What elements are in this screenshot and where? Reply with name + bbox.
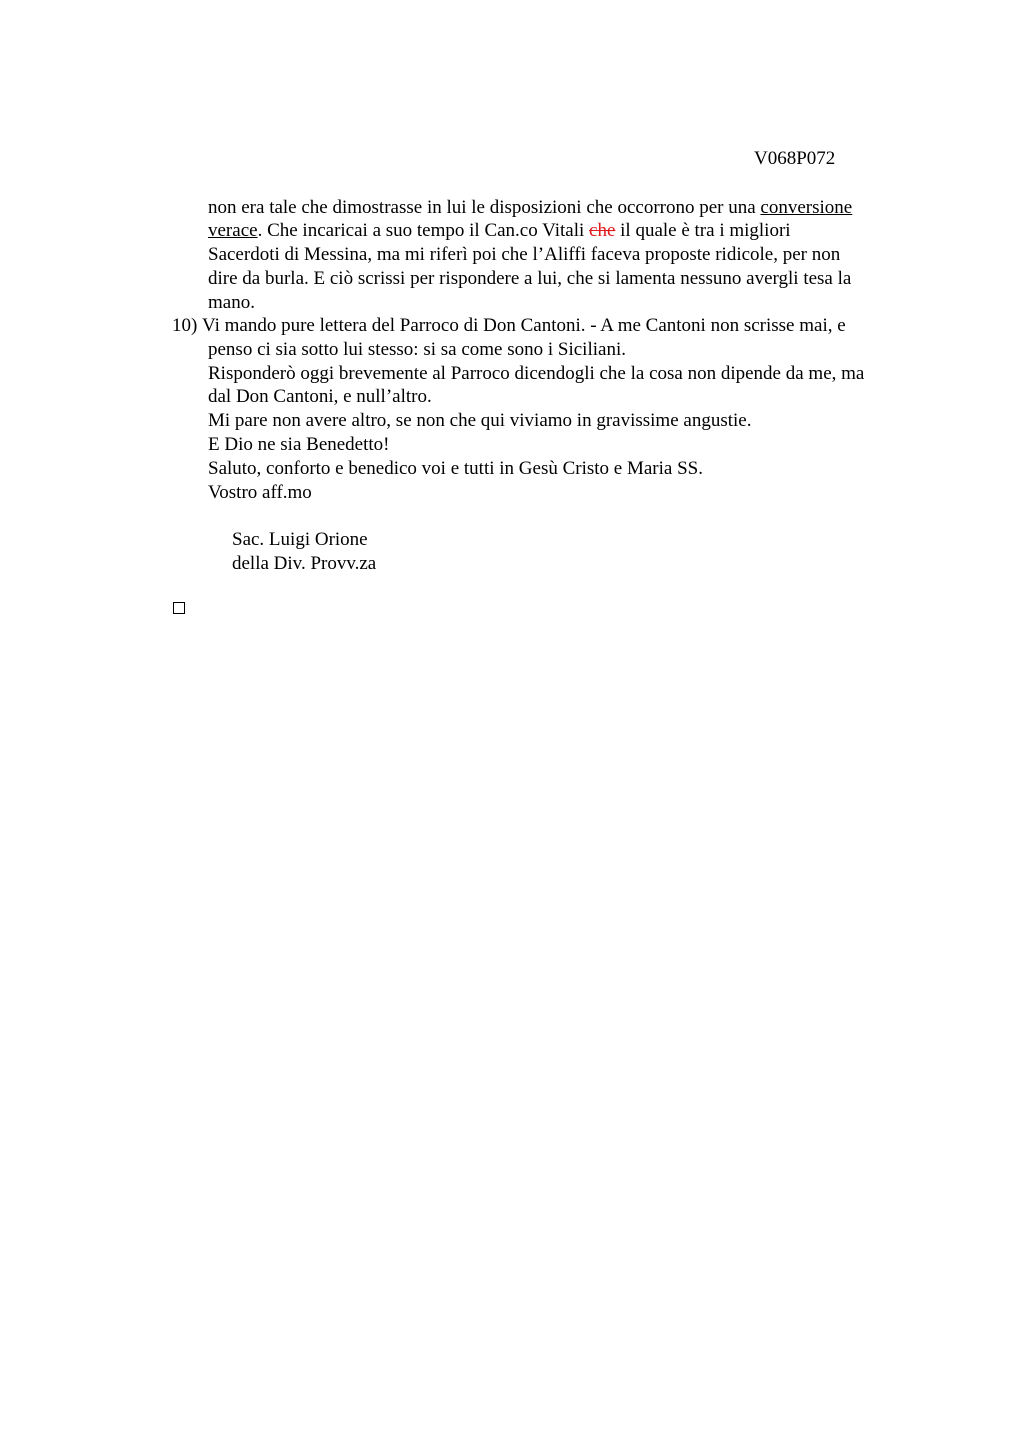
underlined-text: conversione: [760, 197, 853, 218]
paragraph-line: Sacerdoti di Messina, ma mi riferì poi che l’Aliffi faceva proposte ridicole, per non: [208, 244, 841, 265]
end-marker-box: [173, 602, 185, 614]
signature-name: Sac. Luigi Orione: [232, 529, 368, 550]
paragraph-line: [208, 219, 791, 242]
page-code: V068P072: [754, 148, 836, 169]
text-run: non era tale che dimostrasse in lui le disposizioni che occorrono per una: [208, 197, 761, 218]
list-item-number: 10): [172, 315, 198, 336]
paragraph-line: dire da burla. E ciò scrissi per rispondere a lui, che si lamenta nessuno avergli tesa la: [208, 268, 852, 289]
text-run: . Che incaricai a suo tempo il Can.co Vitali: [257, 220, 590, 241]
paragraph-line: [208, 196, 852, 219]
list-item-line: penso ci sia sotto lui stesso: si sa come sono i Siciliani.: [208, 339, 626, 360]
paragraph-line: mano.: [208, 292, 255, 313]
list-item-line: E Dio ne sia Benedetto!: [208, 434, 390, 455]
closing-line: Vostro aff.mo: [208, 482, 312, 503]
underlined-text: verace: [208, 220, 258, 241]
list-item-line: dal Don Cantoni, e null’altro.: [208, 386, 432, 407]
text-run: il quale è tra i migliori: [615, 220, 791, 241]
list-item-line: Vi mando pure lettera del Parroco di Don Cantoni. - A me Cantoni non scrisse mai, e: [202, 315, 846, 336]
struck-text: che: [589, 220, 616, 241]
list-item-line: Mi pare non avere altro, se non che qui viviamo in gravissime angustie.: [208, 410, 752, 431]
list-item-line: Saluto, conforto e benedico voi e tutti in Gesù Cristo e Maria SS.: [208, 458, 703, 479]
signature-title: della Div. Provv.za: [232, 553, 377, 574]
list-item-line: Risponderò oggi brevemente al Parroco dicendogli che la cosa non dipende da me, ma: [208, 363, 865, 384]
